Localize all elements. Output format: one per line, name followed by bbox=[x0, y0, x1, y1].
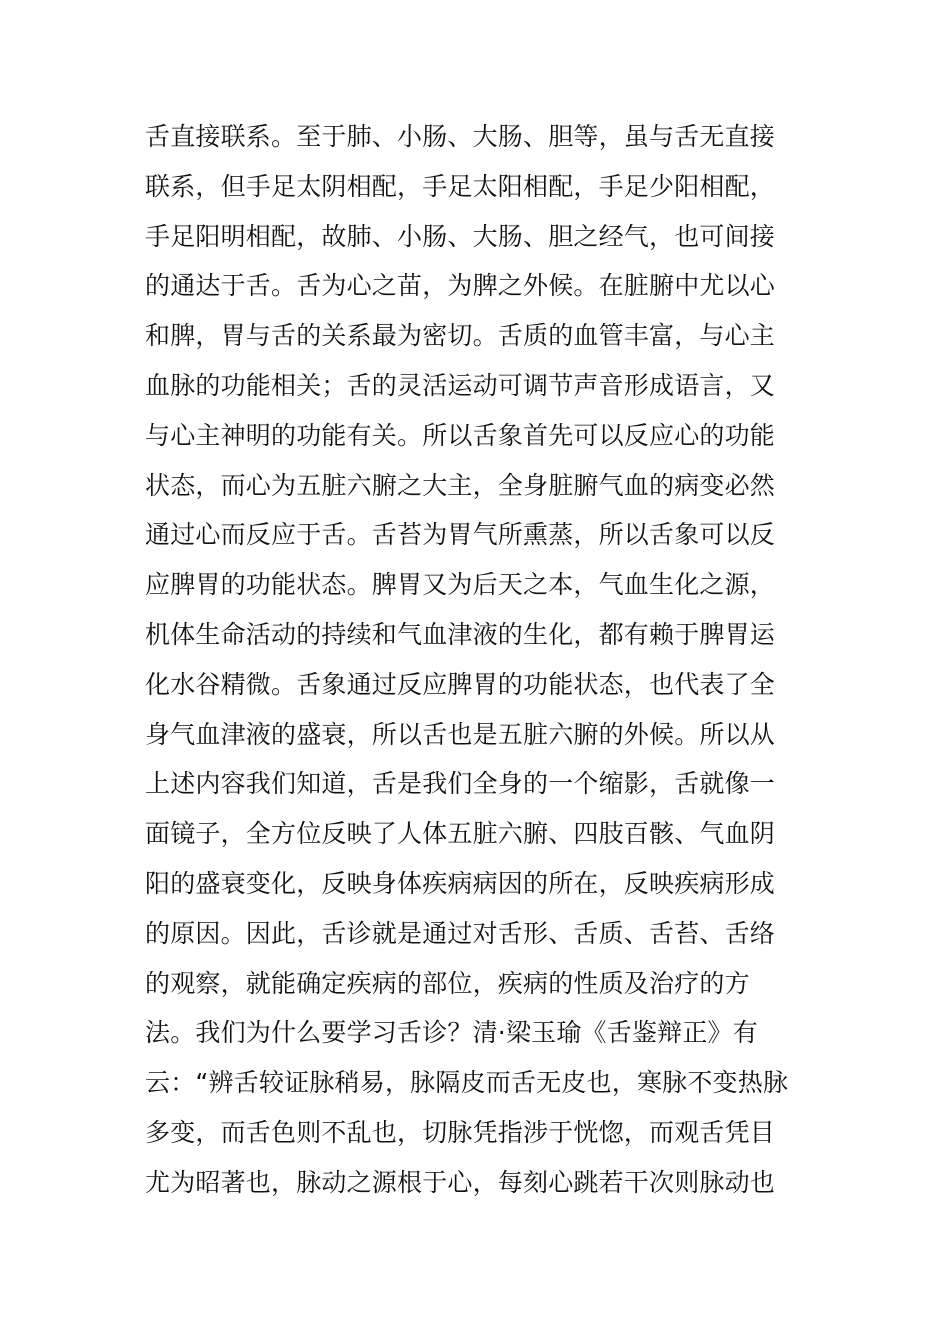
text-line: 舌直接联系。至于肺、小肠、大肠、胆等，虽与舌无直接 bbox=[145, 122, 776, 151]
body-text bbox=[145, 112, 825, 1208]
text-line: 身气血津液的盛衰，所以舌也是五脏六腑的外候。所以从 bbox=[145, 719, 776, 749]
text-line: 面镜子，全方位反映了人体五脏六腑、四肢百骸、气血阴 bbox=[145, 819, 776, 849]
text-line: 机体生命活动的持续和气血津液的生化，都有赖于脾胃运 bbox=[145, 619, 776, 649]
text-line: 法。我们为什么要学习舌诊？清·梁玉瑜《舌鉴辩正》有 bbox=[145, 1018, 758, 1048]
text-line: 云：“辨舌较证脉稍易，脉隔皮而舌无皮也，寒脉不变热脉 bbox=[145, 1068, 789, 1098]
text-line: 与心主神明的功能有关。所以舌象首先可以反应心的功能 bbox=[145, 420, 776, 450]
text-line: 上述内容我们知道，舌是我们全身的一个缩影，舌就像一 bbox=[145, 769, 776, 799]
text-line: 尤为昭著也，脉动之源根于心，每刻心跳若干次则脉动也 bbox=[145, 1167, 776, 1197]
text-line: 的原因。因此，舌诊就是通过对舌形、舌质、舌苔、舌络 bbox=[145, 918, 776, 948]
text-line: 多变，而舌色则不乱也，切脉凭指涉于恍惚，而观舌凭目 bbox=[145, 1117, 776, 1147]
text-line: 状态，而心为五脏六腑之大主，全身脏腑气血的病变必然 bbox=[145, 470, 776, 500]
text-line: 血脉的功能相关；舌的灵活运动可调节声音形成语言，又 bbox=[145, 370, 776, 400]
text-line: 化水谷精微。舌象通过反应脾胃的功能状态，也代表了全 bbox=[145, 669, 776, 699]
text-line: 和脾，胃与舌的关系最为密切。舌质的血管丰富，与心主 bbox=[145, 321, 776, 351]
text-line: 阳的盛衰变化，反映身体疾病病因的所在，反映疾病形成 bbox=[145, 868, 776, 898]
text-line: 通过心而反应于舌。舌苔为胃气所熏蒸，所以舌象可以反 bbox=[145, 520, 776, 550]
text-line: 应脾胃的功能状态。脾胃又为后天之本，气血生化之源， bbox=[145, 570, 776, 600]
text-line: 的通达于舌。舌为心之苗，为脾之外候。在脏腑中尤以心 bbox=[145, 271, 776, 301]
text-line: 的观察，就能确定疾病的部位，疾病的性质及治疗的方 bbox=[145, 968, 750, 998]
text-line: 手足阳明相配，故肺、小肠、大肠、胆之经气，也可间接 bbox=[145, 221, 776, 251]
text-line: 联系，但手足太阴相配，手足太阳相配，手足少阳相配， bbox=[145, 171, 776, 201]
